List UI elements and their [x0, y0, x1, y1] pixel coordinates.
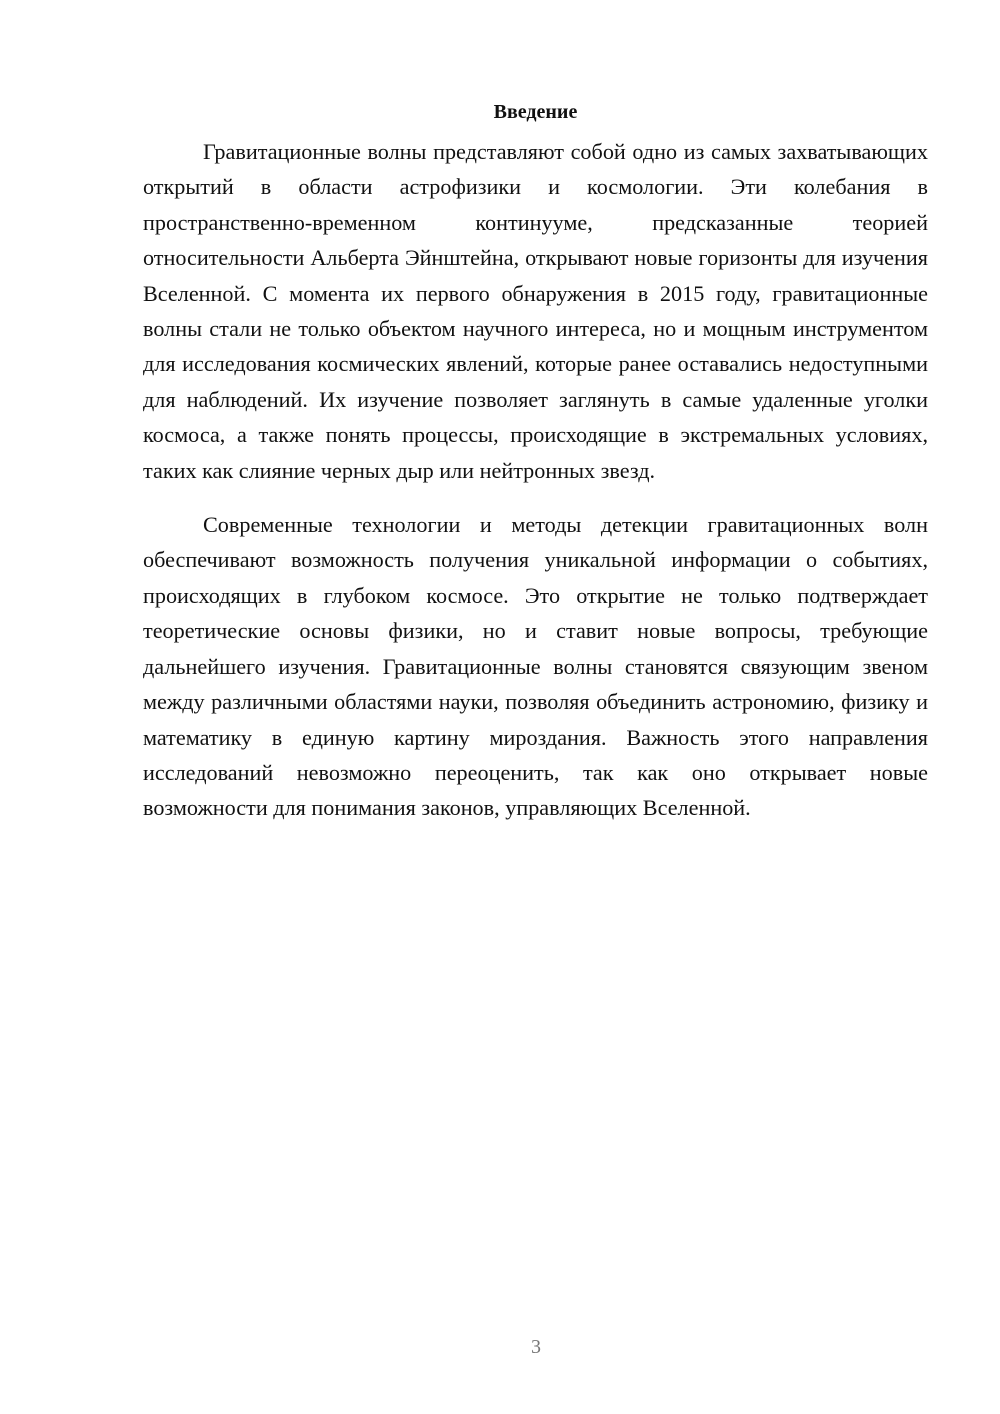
- section-heading: Введение: [493, 101, 578, 123]
- paragraph-1: Гравитационные волны представляют собой одно из самых захватывающих открытий в области астрофизики и космологии. Эти колебания в пространственно-временном континууме, предсказанные теорией относительности Альберта Эйнштейна, открывают новые горизонты для изучения Вселенной. С момента их первого обнаружения в 2015 году, гравитационные волны стали не только объектом научного интереса, но и мощным инструментом для исследования космических явлений, которые ранее оставались недоступными для наблюдений. Их изучение позволяет заглянуть в самые удаленные уголки космоса, а также понять процессы, происходящие в экстремальных условиях, таких как слияние черных дыр или нейтронных звезд.: [143, 139, 928, 483]
- paragraph-2: Современные технологии и методы детекции гравитационных волн обеспечивают возможность получения уникальной информации о событиях, происходящих в глубоком космосе. Это открытие не только подтверждает теоретические основы физики, но и ставит новые вопросы, требующие дальнейшего изучения. Гравитационные волны становятся связующим звеном между различными областями науки, позволяя объединить астрономию, физику и математику в единую картину мироздания. Важность этого направления исследований невозможно переоценить, так как оно открывает новые возможности для понимания законов, управляющих Вселенной.: [143, 512, 928, 821]
- page-number: 3: [531, 1336, 541, 1358]
- page-content: [143, 94, 928, 826]
